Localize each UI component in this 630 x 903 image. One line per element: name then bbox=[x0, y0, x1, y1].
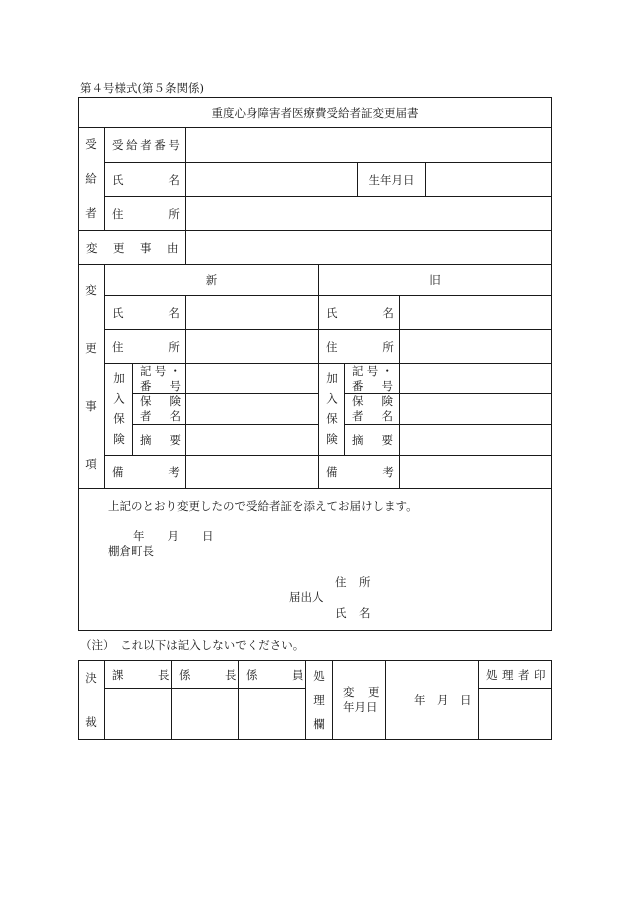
approval-label: 決裁 bbox=[84, 672, 98, 760]
declaration-date: 年 月 日 bbox=[133, 529, 214, 543]
recipient-address-label-cell bbox=[104, 196, 186, 231]
old-name-label-cell bbox=[318, 295, 400, 330]
change-date: 年 月 日 bbox=[414, 693, 472, 707]
new-summary-label: 摘 要 bbox=[140, 433, 185, 447]
change-date-cell bbox=[385, 660, 479, 740]
staff-header-cell bbox=[238, 660, 306, 689]
old-remarks-label: 備 考 bbox=[326, 465, 397, 479]
recipient-address-value bbox=[185, 196, 552, 231]
staff-label: 係 員 bbox=[246, 667, 304, 682]
subsection-chief-label: 係 長 bbox=[179, 667, 237, 682]
old-address-label: 住 所 bbox=[326, 339, 397, 354]
old-remarks-label-cell bbox=[318, 455, 400, 489]
old-insurer-name-label-cell bbox=[344, 393, 400, 425]
recipient-address-label: 住 所 bbox=[112, 206, 183, 221]
title-cell bbox=[78, 97, 552, 128]
processor-seal-label: 処理者印 bbox=[486, 667, 550, 682]
new-header-cell bbox=[104, 264, 319, 296]
old-summary-label: 摘 要 bbox=[352, 433, 397, 447]
old-header: 旧 bbox=[429, 273, 441, 287]
section-chief-label: 課 長 bbox=[112, 667, 170, 682]
form-title: 重度心身障害者医療費受給者証変更届書 bbox=[211, 105, 419, 120]
change-items-side-label: 変更事項 bbox=[84, 284, 98, 516]
old-summary-label-cell bbox=[344, 424, 400, 456]
new-header: 新 bbox=[205, 273, 218, 287]
new-address-label-cell bbox=[104, 329, 186, 364]
recipient-side-label: 受給者 bbox=[84, 138, 98, 242]
old-address-value bbox=[399, 329, 552, 364]
old-insurance-number-value bbox=[399, 363, 552, 394]
old-remarks-value bbox=[399, 455, 552, 489]
new-insurance-number-label-cell bbox=[132, 363, 186, 394]
change-date-label-line2: 年月日 bbox=[343, 700, 378, 714]
new-insurer-name-label-line2: 者 名 bbox=[140, 409, 185, 423]
section-chief-header-cell bbox=[104, 660, 172, 689]
subsection-chief-header-cell bbox=[171, 660, 239, 689]
applicant-name-label: 氏 名 bbox=[335, 606, 371, 620]
recipient-name-value bbox=[185, 162, 358, 197]
new-remarks-label: 備 考 bbox=[112, 465, 183, 479]
old-summary-value bbox=[399, 424, 552, 456]
new-insurer-name-label-cell bbox=[132, 393, 186, 425]
section-chief-stamp-cell bbox=[104, 688, 172, 740]
change-reason-label-cell bbox=[78, 230, 186, 265]
new-insurance-number-label-line2: 番 号 bbox=[140, 378, 185, 393]
recipient-number-label-cell bbox=[104, 127, 186, 163]
form-number: 第４号様式(第５条関係) bbox=[80, 81, 204, 95]
new-summary-label-cell bbox=[132, 424, 186, 456]
processor-seal-header-cell bbox=[478, 660, 552, 689]
subsection-chief-stamp-cell bbox=[171, 688, 239, 740]
applicant-label: 届出人 bbox=[289, 590, 324, 604]
new-name-value bbox=[185, 295, 319, 330]
new-insurer-name-value bbox=[185, 393, 319, 425]
change-reason-label: 変 更 事 由 bbox=[86, 240, 181, 255]
recipient-birthdate-label-cell bbox=[357, 162, 426, 197]
new-address-value bbox=[185, 329, 319, 364]
old-insurance-label: 加入保険 bbox=[325, 372, 339, 454]
staff-stamp-cell bbox=[238, 688, 306, 740]
new-insurance-number-value bbox=[185, 363, 319, 394]
old-insurer-name-label-line1: 保 険 bbox=[352, 394, 397, 408]
old-insurance-number-label-cell bbox=[344, 363, 400, 394]
new-insurance-number-label-line1: 記号・ bbox=[140, 363, 185, 378]
recipient-birthdate-value bbox=[425, 162, 552, 197]
old-insurer-name-value bbox=[399, 393, 552, 425]
old-name-value bbox=[399, 295, 552, 330]
declaration-addressee: 棚倉町長 bbox=[108, 544, 154, 558]
new-name-label: 氏 名 bbox=[112, 305, 183, 320]
old-insurer-name-label-line2: 者 名 bbox=[352, 409, 397, 423]
change-reason-value bbox=[185, 230, 552, 265]
declaration-statement: 上記のとおり変更したので受給者証を添えてお届けします。 bbox=[108, 499, 418, 513]
old-address-label-cell bbox=[318, 329, 400, 364]
processing-label: 処理欄 bbox=[312, 670, 326, 742]
office-use-note: （注） これ以下は記入しないでください。 bbox=[80, 638, 305, 652]
old-insurance-number-label-line1: 記号・ bbox=[352, 363, 397, 378]
new-summary-value bbox=[185, 424, 319, 456]
old-header-cell bbox=[318, 264, 552, 296]
recipient-name-label-cell bbox=[104, 162, 186, 197]
recipient-number-value bbox=[185, 127, 552, 163]
new-insurer-name-label-line1: 保 険 bbox=[140, 394, 185, 408]
new-address-label: 住 所 bbox=[112, 339, 183, 354]
new-insurance-label: 加入保険 bbox=[112, 372, 126, 454]
recipient-birthdate-label: 生年月日 bbox=[368, 172, 415, 187]
applicant-address-label: 住 所 bbox=[335, 575, 371, 589]
recipient-name-label: 氏 名 bbox=[112, 172, 183, 187]
change-date-label-line1: 変 更 bbox=[343, 685, 381, 699]
new-remarks-value bbox=[185, 455, 319, 489]
new-name-label-cell bbox=[104, 295, 186, 330]
new-remarks-label-cell bbox=[104, 455, 186, 489]
old-name-label: 氏 名 bbox=[326, 305, 397, 320]
change-date-label-cell bbox=[332, 660, 386, 740]
recipient-number-label: 受給者番号 bbox=[112, 138, 183, 152]
old-insurance-number-label-line2: 番 号 bbox=[352, 378, 397, 393]
processor-seal-stamp-cell bbox=[478, 688, 552, 740]
